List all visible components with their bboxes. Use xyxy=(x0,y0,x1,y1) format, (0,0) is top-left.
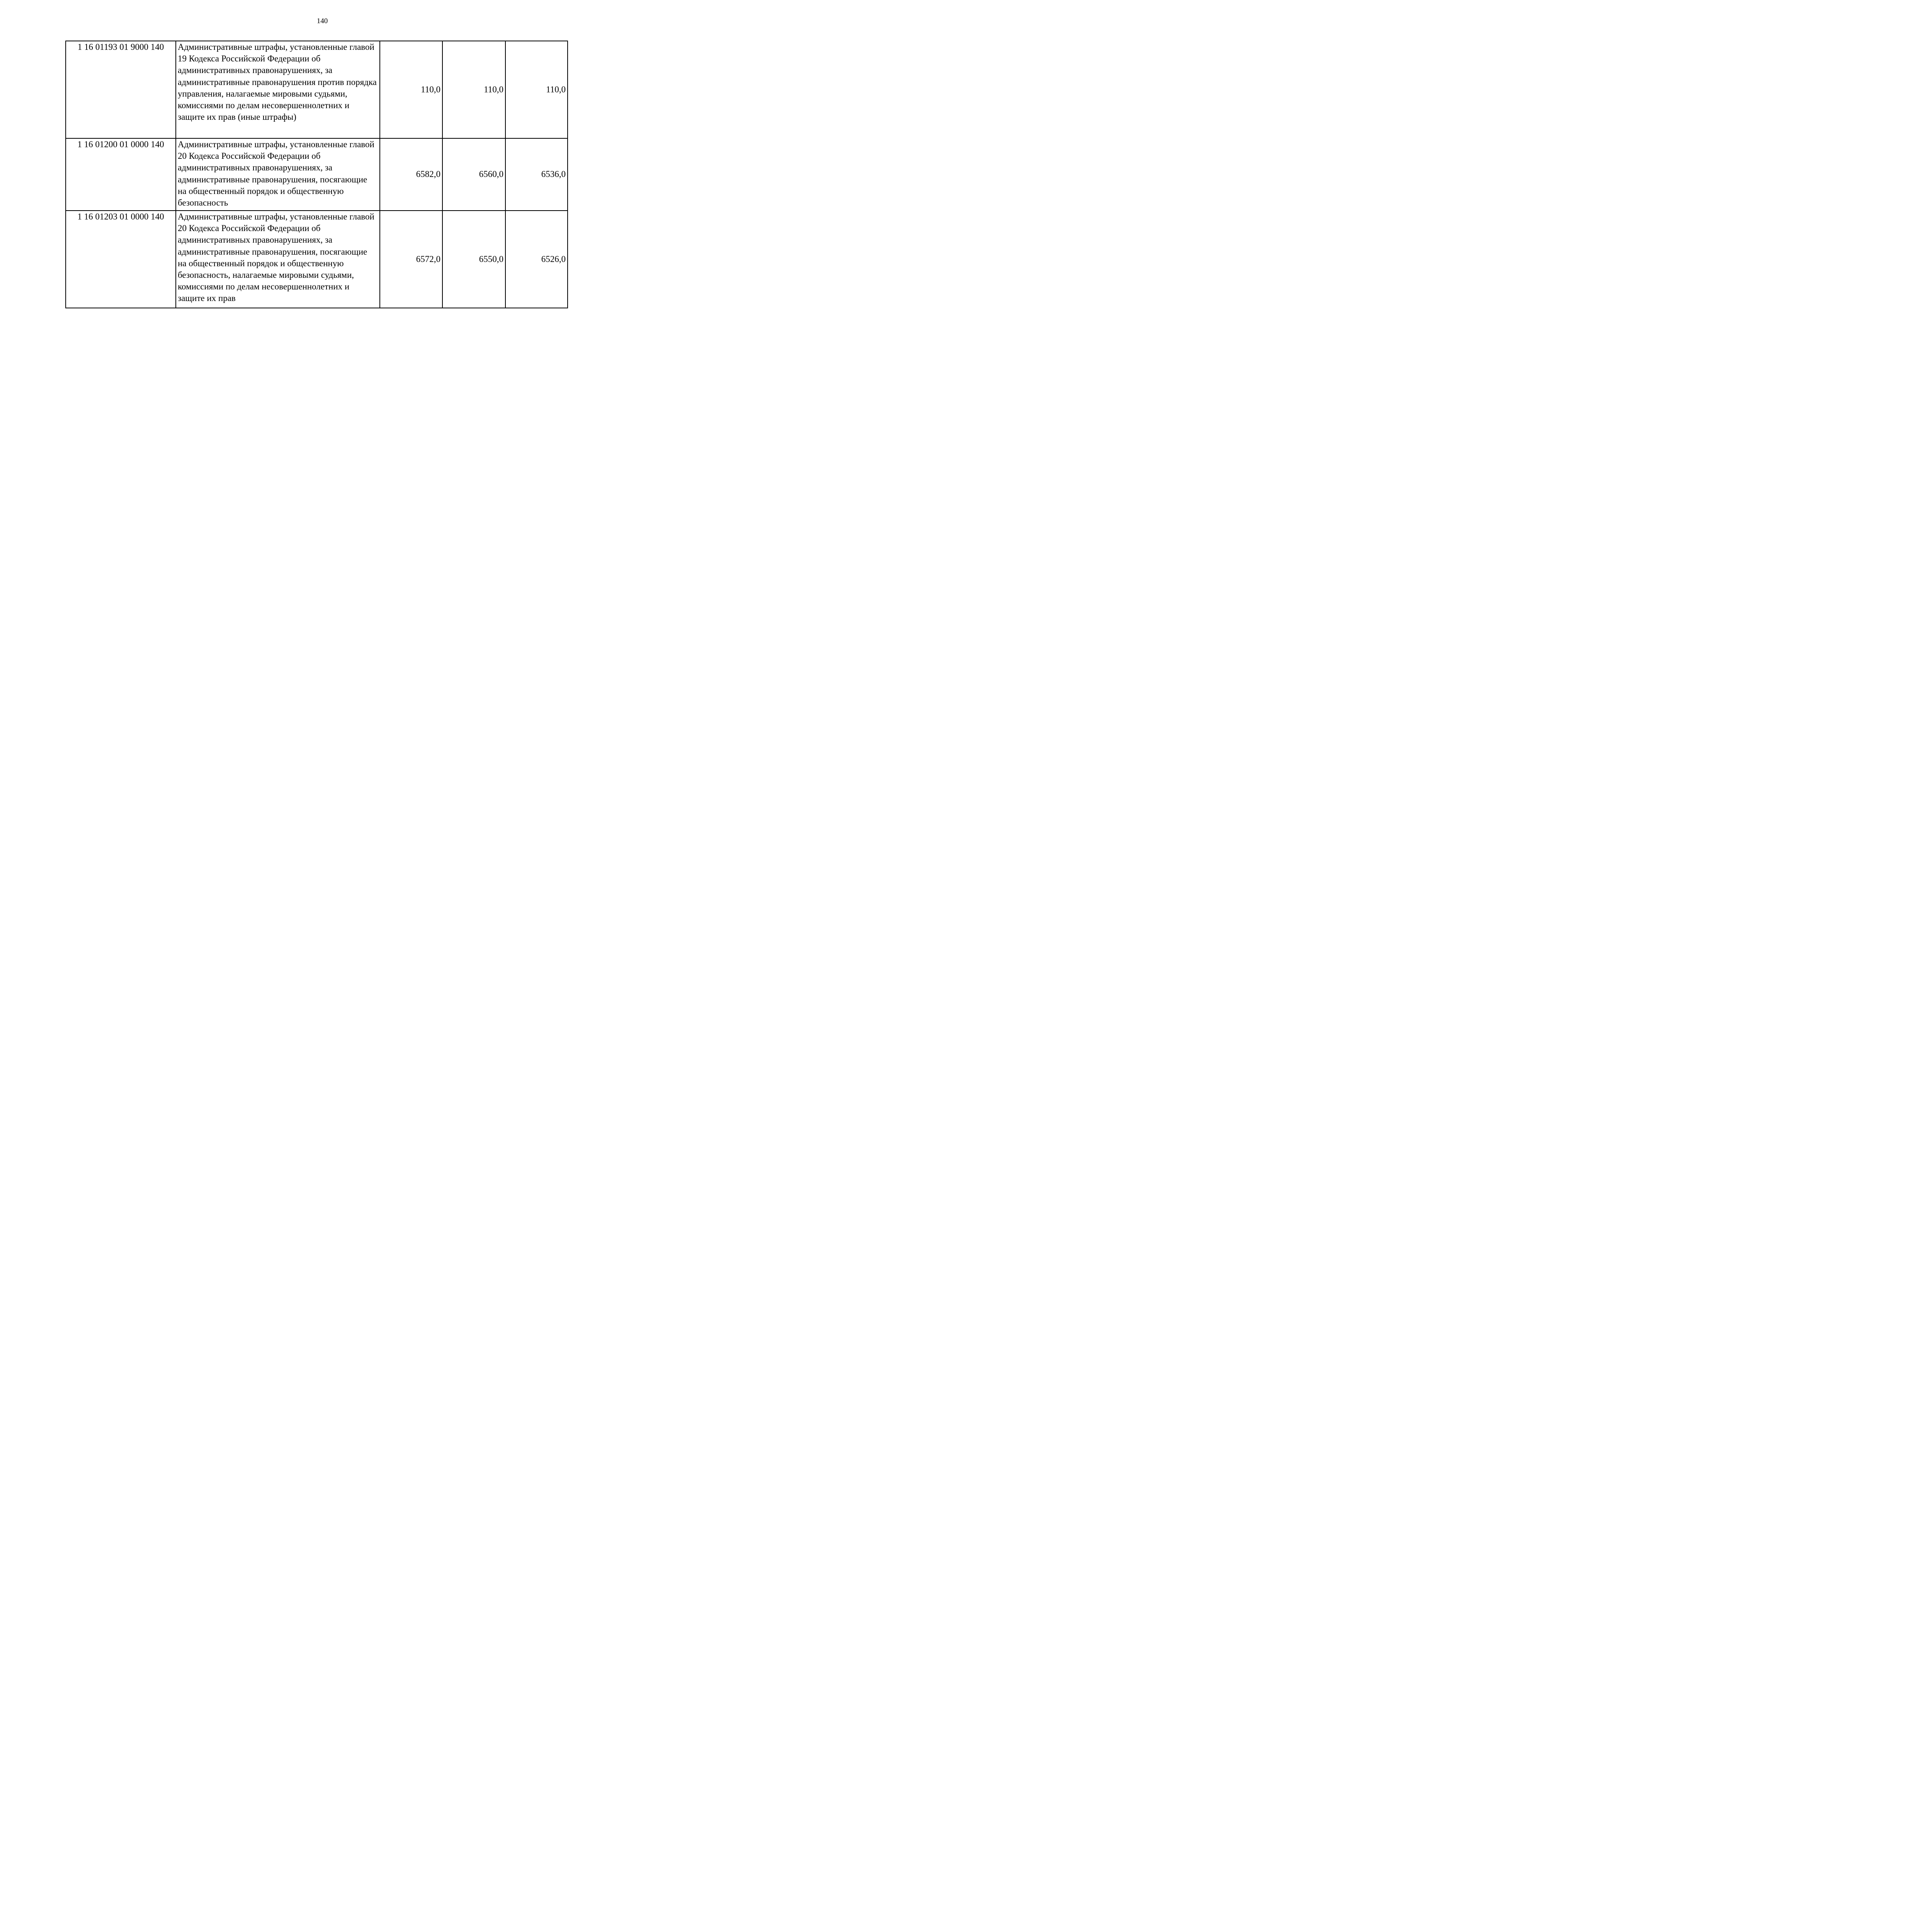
table-row xyxy=(66,138,568,211)
value-year-2-cell: 6550,0 xyxy=(442,211,505,308)
value-year-3-cell: 110,0 xyxy=(505,41,568,138)
revenue-name-cell: Административные штрафы, установленные главой 20 Кодекса Российской Федерации об административных правонарушениях, за административные правонарушения, посягающие на общественный порядок и общественную безопасность xyxy=(176,138,380,211)
revenue-name-cell: Административные штрафы, установленные главой 19 Кодекса Российской Федерации об административных правонарушениях, за административные правонарушения против порядка управления, налагаемые мировыми судьями, комиссиями по делам несовершеннолетних и защите их прав (иные штрафы) xyxy=(176,41,380,138)
table-row xyxy=(66,211,568,308)
value-year-1-cell: 6572,0 xyxy=(380,211,442,308)
value-year-3-cell: 6526,0 xyxy=(505,211,568,308)
revenue-name-cell: Административные штрафы, установленные главой 20 Кодекса Российской Федерации об административных правонарушениях, за административные правонарушения, посягающие на общественный порядок и общественную безопасность, налагаемые мировыми судьями, комиссиями по делам несовершеннолетних и защите их прав xyxy=(176,211,380,308)
revenue-table xyxy=(65,41,568,308)
value-year-2-cell: 110,0 xyxy=(442,41,505,138)
value-year-3-cell: 6536,0 xyxy=(505,138,568,211)
value-year-1-cell: 6582,0 xyxy=(380,138,442,211)
page-number: 140 xyxy=(316,17,328,25)
budget-code-cell: 1 16 01203 01 0000 140 xyxy=(66,211,176,308)
table-row xyxy=(66,41,568,138)
value-year-1-cell: 110,0 xyxy=(380,41,442,138)
value-year-2-cell: 6560,0 xyxy=(442,138,505,211)
budget-code-cell: 1 16 01200 01 0000 140 xyxy=(66,138,176,211)
budget-code-cell: 1 16 01193 01 9000 140 xyxy=(66,41,176,138)
